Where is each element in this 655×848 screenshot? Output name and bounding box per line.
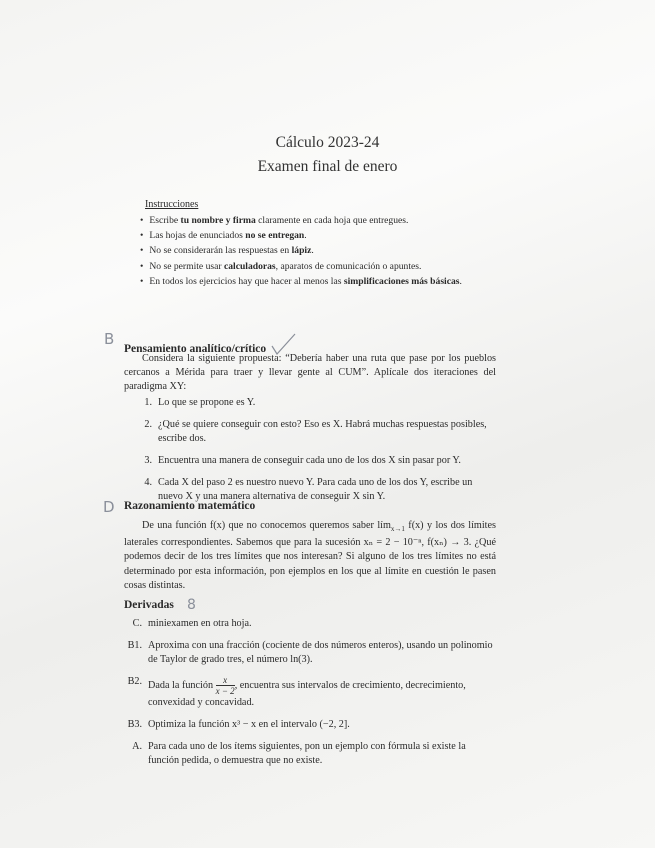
list-item: 1. Lo que se propone es Y. [144,397,256,408]
exam-subtitle: Examen final de enero [257,158,398,175]
fraction: $\frac{x}{x - 2}$ [215,675,235,696]
instruction-item: • Escribe tu nombre y firma claramente en cada hoja que entregues. [140,213,520,228]
section-text: De una función f(x) que no conocemos queremos saber lím$_{x\to 1}$ f(x) y los dos límites laterales correspondientes. Sabemos que para la sucesión xₙ = 2 − 10⁻ⁿ, f(xₙ) → 3. ¿Qué podemos decir de los tres límites que nos interesan? Si alguno de los tres límites no está determinado por esta información, pon ejemplos en los que al límite en cuestión le pasen cosas distintas. [124,520,496,591]
section-heading: Derivadas [124,599,174,611]
list-item: B1. Aproxima con una fracción (cociente de dos números enteros), usando un polinomio de Taylor de grado tres, el número ln(3). [127,640,493,665]
list-item: 2. ¿Qué se quiere conseguir con esto? Eso es X. Habrá muchas respuestas posibles, escribe dos. [144,419,487,444]
section-items [130,396,496,512]
section-items [120,617,498,776]
list-item: 3. Encuentra una manera de conseguir cada uno de los dos X sin pasar por Y. [144,455,461,466]
list-item: B2. Dada la función $\frac{x}{x - 2}$ , encuentra sus intervalos de crecimiento, decrecimiento, convexidad y concavidad. [127,675,466,708]
section-heading: Razonamiento matemático [124,500,256,512]
section-heading: Pensamiento analítico/crítico [124,332,297,356]
section-intro: Considera la siguiente propuesta: “Debería haber una ruta que pase por los pueblos cercanos a Mérida para traer y llevar gente al CUM”. Aplícale dos iteraciones del paradigma XY: [124,353,496,393]
list-item: B3. Optimiza la función x³ − x en el intervalo (−2, 2]. [127,719,350,730]
instructions-list [140,213,520,289]
list-item: A. Para cada uno de los ítems siguientes, pon un ejemplo con fórmula si existe la función pedida, o demuestra que no existe. [132,741,466,766]
instruction-item: • Las hojas de enunciados no se entregan. [140,228,520,243]
instruction-item: • No se permite usar calculadoras, aparatos de comunicación o apuntes. [140,259,520,274]
handwritten-grade-mark: D [103,498,115,516]
handwritten-grade-mark: 8 [187,597,196,613]
handwritten-grade-mark: B [104,330,115,348]
instruction-item: • No se considerarán las respuestas en lápiz. [140,243,520,258]
list-item: C. miniexamen en otra hoja. [132,618,252,629]
list-item: 4. Cada X del paso 2 es nuestro nuevo Y. Para cada uno de los dos Y, escribe un nuevo X y una manera alternativa de conseguir X sin Y. [144,477,473,502]
exam-title: Cálculo 2023-24 [275,134,380,151]
instructions-heading: Instrucciones [145,199,199,210]
instruction-item: • En todos los ejercicios hay que hacer al menos las simplificaciones más básicas. [140,274,520,289]
